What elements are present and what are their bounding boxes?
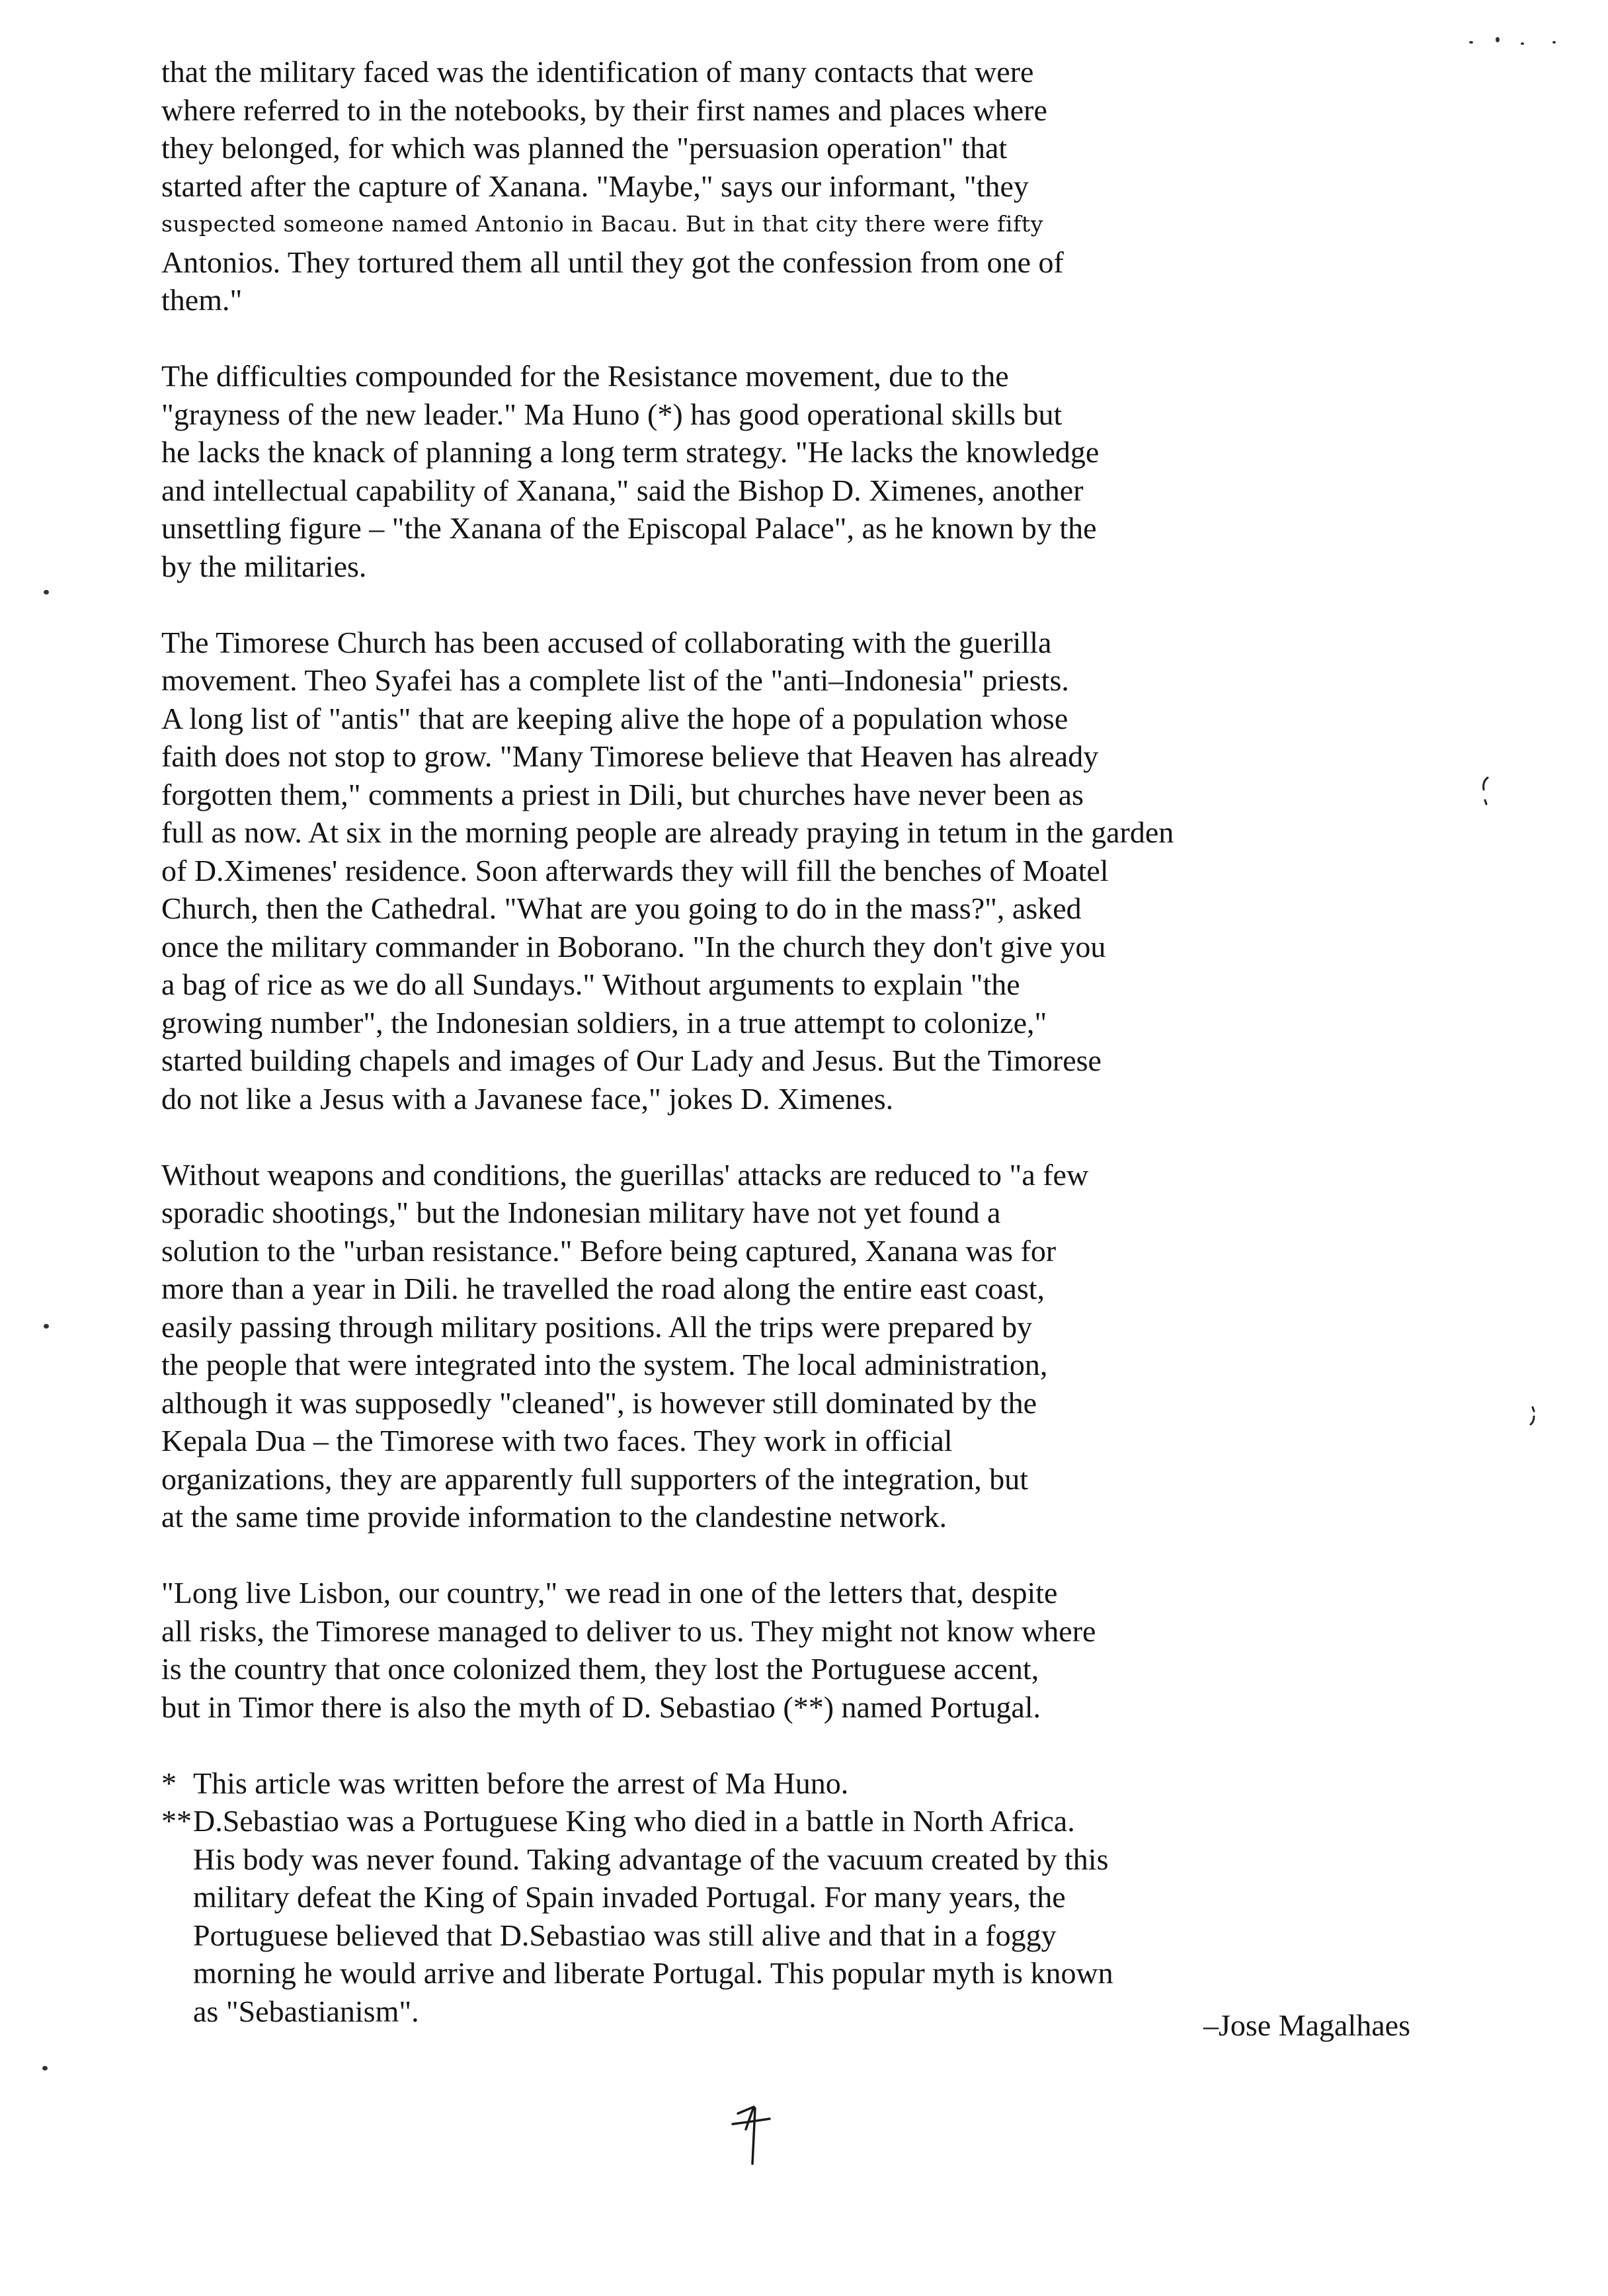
- text-line: Antonios. They tortured them all until they got the confession from one of: [161, 245, 1064, 279]
- text-line: them.": [161, 283, 243, 317]
- text-line: A long list of "antis" that are keeping alive the hope of a population whose: [161, 701, 1068, 735]
- text-line: The Timorese Church has been accused of collaborating with the guerilla: [161, 625, 1052, 659]
- text-line: sporadic shootings," but the Indonesian military have not yet found a: [161, 1196, 1001, 1229]
- footnote-line: military defeat the King of Spain invaded Portugal. For many years, the: [193, 1880, 1066, 1914]
- footnote-line: Portuguese believed that D.Sebastiao was still alive and that in a foggy: [193, 1918, 1057, 1952]
- footnote-text: This article was written before the arrest of Ma Huno.: [193, 1766, 849, 1800]
- text-line: all risks, the Timorese managed to deliver to us. They might not know where: [161, 1614, 1096, 1648]
- text-line: and intellectual capability of Xanana," said the Bishop D. Ximenes, another: [161, 473, 1084, 507]
- scan-speck: [44, 1324, 49, 1329]
- margin-mark: [1478, 775, 1492, 808]
- author-signature: –Jose Magalhaes: [1203, 2008, 1410, 2042]
- text-line: Without weapons and conditions, the guerillas' attacks are reduced to "a few: [161, 1157, 1089, 1192]
- text-line: "Long live Lisbon, our country," we read in one of the letters that, despite: [161, 1576, 1058, 1610]
- text-line: started building chapels and images of Our Lady and Jesus. But the Timorese: [161, 1044, 1102, 1077]
- text-line: the people that were integrated into the system. The local administration,: [161, 1348, 1048, 1381]
- footnote-mark: *: [161, 1766, 177, 1800]
- scan-speck: [44, 590, 49, 594]
- handwritten-page-number: [726, 2095, 779, 2168]
- scan-speck: [1469, 41, 1473, 44]
- text-line: movement. Theo Syafei has a complete list of the "anti–Indonesia" priests.: [161, 663, 1069, 697]
- text-line: suspected someone named Antonio in Bacau. But in that city there were fifty: [161, 211, 1043, 237]
- text-line: once the military commander in Boborano. "In the church they don't give you: [161, 929, 1106, 964]
- text-line: Kepala Dua – the Timorese with two faces. They work in official: [161, 1424, 953, 1457]
- text-line: they belonged, for which was planned the "persuasion operation" that: [161, 131, 1008, 165]
- footnote-mark: **: [161, 1804, 192, 1838]
- footnote-line: [161, 1802, 1418, 1840]
- text-line: growing number", the Indonesian soldiers, in a true attempt to colonize,": [161, 1005, 1047, 1040]
- text-line: faith does not stop to grow. "Many Timorese believe that Heaven has already: [161, 739, 1099, 773]
- footnote-1: [161, 1764, 1418, 1803]
- scan-speck: [42, 2066, 48, 2070]
- text-line: do not like a Jesus with a Javanese face," jokes D. Ximenes.: [161, 1081, 894, 1116]
- text-line: started after the capture of Xanana. "Maybe," says our informant, "they: [161, 169, 1029, 203]
- footnote-line: morning he would arrive and liberate Portugal. This popular myth is known: [193, 1956, 1113, 1990]
- text-line: forgotten them," comments a priest in Dili, but churches have never been as: [161, 777, 1084, 811]
- text-line: easily passing through military positions. All the trips were prepared by: [161, 1309, 1033, 1344]
- text-line: but in Timor there is also the myth of D. Sebastiao (**) named Portugal.: [161, 1690, 1041, 1724]
- paragraph-4: [161, 1156, 1418, 1536]
- scan-speck: [1521, 42, 1524, 45]
- text-line: that the military faced was the identification of many contacts that were: [161, 55, 1034, 89]
- text-line: organizations, they are apparently full supporters of the integration, but: [161, 1461, 1029, 1496]
- text-line: The difficulties compounded for the Resistance movement, due to the: [161, 359, 1009, 393]
- text-line: although it was supposedly "cleaned", is however still dominated by the: [161, 1385, 1037, 1420]
- text-line: is the country that once colonized them, they lost the Portuguese accent,: [161, 1652, 1039, 1686]
- scan-speck: [1552, 41, 1556, 44]
- scan-speck: [1496, 37, 1500, 42]
- text-line: Church, then the Cathedral. "What are you going to do in the mass?", asked: [161, 891, 1082, 925]
- text-line: more than a year in Dili. he travelled the road along the entire east coast,: [161, 1272, 1045, 1305]
- paragraph-1: [161, 53, 1418, 319]
- text-line: full as now. At six in the morning people are already praying in tetum in the garden: [161, 815, 1174, 849]
- paragraph-3: [161, 624, 1418, 1118]
- text-line: by the militaries.: [161, 549, 367, 583]
- paragraph-5: [161, 1574, 1418, 1726]
- footnote-line: [161, 1764, 1418, 1803]
- text-line: at the same time provide information to the clandestine network.: [161, 1500, 947, 1534]
- footnote-line: as "Sebastianism".: [193, 1994, 419, 2028]
- paragraph-2: [161, 357, 1418, 585]
- footnote-2: [161, 1802, 1418, 2030]
- text-line: where referred to in the notebooks, by their first names and places where: [161, 93, 1047, 127]
- text-line: unsettling figure – "the Xanana of the Episcopal Palace", as he known by the: [161, 511, 1097, 545]
- footnote-text: D.Sebastiao was a Portuguese King who died in a battle in North Africa.: [193, 1804, 1075, 1838]
- footnote-line: His body was never found. Taking advantage of the vacuum created by this: [193, 1842, 1109, 1876]
- text-line: a bag of rice as we do all Sundays." Without arguments to explain "the: [161, 967, 1020, 1001]
- text-line: solution to the "urban resistance." Before being captured, Xanana was for: [161, 1233, 1057, 1268]
- text-line: he lacks the knack of planning a long term strategy. "He lacks the knowledge: [161, 435, 1100, 469]
- footnotes: [161, 1764, 1418, 2031]
- text-line: of D.Ximenes' residence. Soon afterwards they will fill the benches of Moatel: [161, 853, 1109, 887]
- article-body: [161, 53, 1418, 2030]
- margin-mark: [1527, 1405, 1538, 1428]
- text-line: "grayness of the new leader." Ma Huno (*) has good operational skills but: [161, 397, 1063, 431]
